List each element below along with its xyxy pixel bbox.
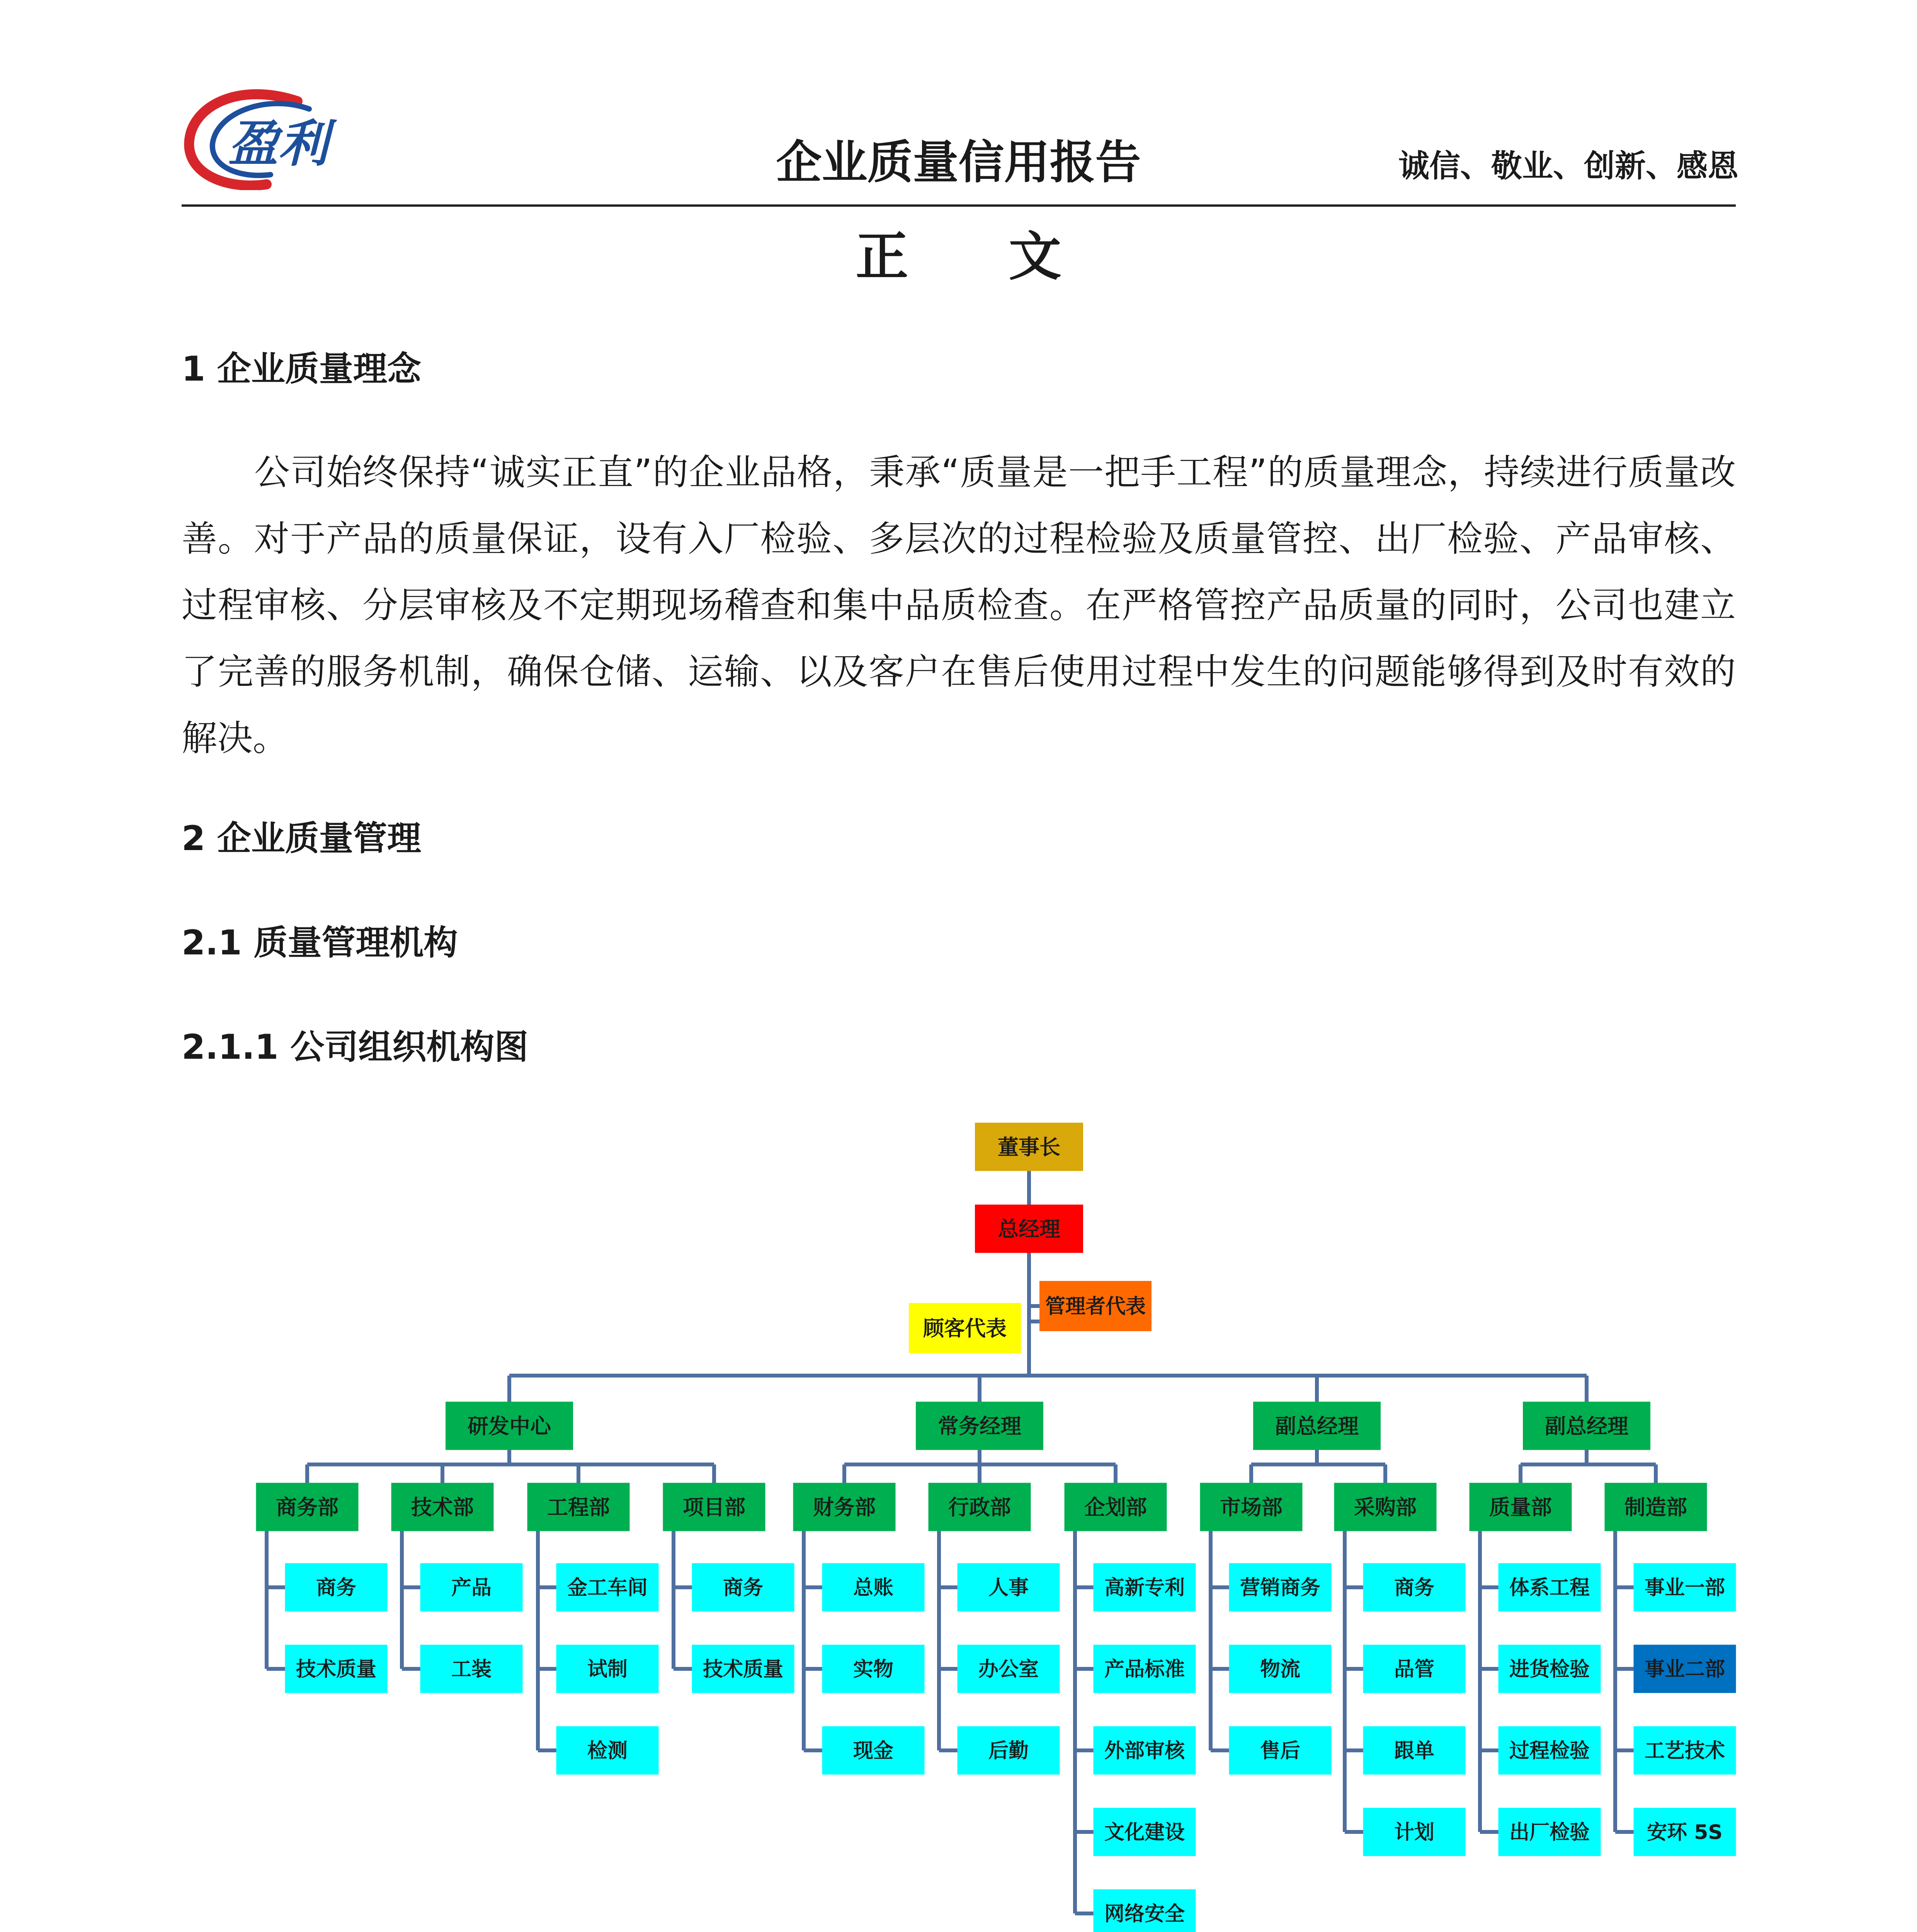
section-1-heading: 1 企业质量理念	[182, 349, 421, 389]
org-node-unit-2-3-2-label: 产品标准	[1104, 1658, 1185, 1681]
org-node-center-2	[916, 1402, 1043, 1450]
org-node-unit-1-3-1-label: 金工车间	[567, 1576, 648, 1600]
company-motto: 诚信、敬业、创新、感恩	[1398, 148, 1738, 184]
org-node-dept-1-2-label: 技术部	[411, 1495, 474, 1520]
org-node-unit-3-2-1	[1363, 1563, 1466, 1612]
org-node-unit-1-3-2-label: 试制	[587, 1658, 628, 1681]
org-node-unit-2-2-2	[958, 1645, 1060, 1693]
org-node-unit-2-2-3	[958, 1726, 1060, 1775]
org-node-chairman	[975, 1123, 1083, 1171]
org-node-center-4-label: 副总经理	[1545, 1414, 1628, 1439]
org-node-unit-3-1-3-label: 售后	[1260, 1739, 1301, 1763]
org-node-dept-1-3-label: 工程部	[547, 1495, 610, 1520]
org-node-unit-4-2-2-label: 事业二部	[1644, 1658, 1725, 1681]
org-node-unit-1-3-3	[556, 1726, 659, 1775]
org-node-unit-3-1-3	[1229, 1726, 1332, 1775]
svg-text:盈利: 盈利	[228, 114, 329, 173]
org-node-unit-2-1-2-label: 实物	[853, 1658, 894, 1681]
org-node-unit-1-1-1-label: 商务	[316, 1576, 357, 1600]
page-title: 正文	[856, 226, 1162, 287]
org-node-unit-4-1-3-label: 过程检验	[1509, 1739, 1590, 1763]
org-node-unit-3-1-1	[1229, 1563, 1332, 1612]
org-node-unit-4-2-3-label: 工艺技术	[1644, 1739, 1725, 1763]
org-node-unit-3-2-3-label: 跟单	[1394, 1739, 1435, 1763]
org-node-unit-1-2-2	[420, 1645, 523, 1693]
org-node-center-1-label: 研发中心	[468, 1414, 551, 1439]
org-node-unit-2-3-1-label: 高新专利	[1104, 1576, 1185, 1600]
org-node-center-1	[446, 1402, 573, 1450]
org-node-center-2-label: 常务经理	[938, 1414, 1021, 1439]
org-node-unit-2-3-3	[1094, 1726, 1196, 1775]
org-node-center-4	[1523, 1402, 1650, 1450]
org-node-unit-4-1-2	[1499, 1645, 1601, 1693]
org-node-unit-1-2-1	[420, 1563, 523, 1612]
org-node-unit-4-1-1	[1499, 1563, 1601, 1612]
org-node-unit-2-1-3	[822, 1726, 925, 1775]
org-node-unit-1-2-1-label: 产品	[451, 1576, 492, 1600]
org-node-unit-2-1-2	[822, 1645, 925, 1693]
org-node-unit-4-1-4-label: 出厂检验	[1509, 1821, 1590, 1844]
org-node-unit-1-1-2-label: 技术质量	[296, 1658, 377, 1681]
org-node-unit-1-3-3-label: 检测	[587, 1739, 628, 1763]
org-node-unit-1-3-1	[556, 1563, 659, 1612]
org-node-unit-2-3-4	[1094, 1808, 1196, 1856]
org-node-unit-2-1-3-label: 现金	[853, 1739, 894, 1763]
org-node-customer-rep-label: 顾客代表	[923, 1316, 1007, 1341]
org-node-dept-1-3	[527, 1483, 630, 1531]
org-node-unit-3-2-2-label: 品管	[1394, 1658, 1435, 1681]
org-node-unit-3-2-1-label: 商务	[1394, 1576, 1435, 1600]
org-node-unit-2-2-3-label: 后勤	[988, 1739, 1029, 1763]
org-node-unit-2-3-5	[1094, 1889, 1196, 1932]
org-node-dept-3-1	[1200, 1483, 1303, 1531]
org-node-dept-1-1	[256, 1483, 359, 1531]
org-node-unit-4-2-2	[1634, 1645, 1736, 1693]
org-node-dept-2-1	[793, 1483, 896, 1531]
org-node-dept-1-4-label: 项目部	[683, 1495, 745, 1520]
org-node-unit-2-3-3-label: 外部审核	[1104, 1739, 1185, 1763]
org-node-dept-3-1-label: 市场部	[1220, 1495, 1283, 1520]
org-node-unit-4-2-4-label: 安环 5S	[1647, 1821, 1723, 1844]
org-node-unit-2-3-5-label: 网络安全	[1104, 1902, 1185, 1926]
org-node-unit-3-1-2	[1229, 1645, 1332, 1693]
section-2-heading: 2 企业质量管理	[182, 818, 421, 858]
org-node-mgmt-rep-label: 管理者代表	[1045, 1295, 1146, 1318]
org-node-unit-2-3-4-label: 文化建设	[1104, 1821, 1185, 1844]
org-node-unit-1-4-2	[692, 1645, 794, 1693]
org-node-unit-3-2-2	[1363, 1645, 1466, 1693]
report-title: 企业质量信用报告	[776, 136, 1141, 189]
org-node-unit-1-3-2	[556, 1645, 659, 1693]
org-node-dept-4-2	[1605, 1483, 1707, 1531]
org-node-chairman-label: 董事长	[998, 1135, 1060, 1160]
org-node-dept-4-2-label: 制造部	[1624, 1495, 1687, 1520]
org-node-dept-4-1-label: 质量部	[1489, 1495, 1552, 1520]
org-node-customer-rep	[909, 1303, 1021, 1353]
org-node-unit-2-3-2	[1094, 1645, 1196, 1693]
org-node-unit-1-1-1	[285, 1563, 388, 1612]
org-node-unit-1-1-2	[285, 1645, 388, 1693]
org-node-unit-2-2-2-label: 办公室	[978, 1658, 1039, 1681]
org-node-general-manager-label: 总经理	[998, 1217, 1060, 1242]
org-node-unit-1-4-1-label: 商务	[723, 1576, 764, 1600]
org-node-unit-1-2-2-label: 工装	[451, 1658, 492, 1681]
org-node-unit-3-2-4	[1363, 1808, 1466, 1856]
org-node-dept-2-3-label: 企划部	[1084, 1495, 1147, 1520]
org-node-dept-3-2-label: 采购部	[1354, 1495, 1417, 1520]
org-node-unit-3-2-3	[1363, 1726, 1466, 1775]
org-node-unit-2-1-1	[822, 1563, 925, 1612]
org-node-unit-3-1-2-label: 物流	[1260, 1658, 1301, 1681]
org-node-dept-1-1-label: 商务部	[276, 1495, 338, 1520]
org-node-dept-1-2	[391, 1483, 494, 1531]
org-node-unit-2-2-1	[958, 1563, 1060, 1612]
org-node-dept-2-2	[929, 1483, 1031, 1531]
org-node-dept-2-2-label: 行政部	[948, 1495, 1011, 1520]
org-node-dept-1-4	[663, 1483, 765, 1531]
org-node-center-3	[1253, 1402, 1381, 1450]
org-node-dept-2-1-label: 财务部	[813, 1495, 876, 1520]
org-node-unit-4-1-3	[1499, 1726, 1601, 1775]
org-node-unit-4-1-1-label: 体系工程	[1509, 1576, 1590, 1600]
org-node-dept-3-2	[1334, 1483, 1437, 1531]
section-2-1-1-heading: 2.1.1 公司组织机构图	[182, 1027, 529, 1067]
org-node-unit-2-3-1	[1094, 1563, 1196, 1612]
org-node-unit-1-4-1	[692, 1563, 794, 1612]
org-node-unit-3-1-1-label: 营销商务	[1240, 1576, 1321, 1600]
org-node-unit-1-4-2-label: 技术质量	[703, 1658, 784, 1681]
section-1-paragraph: 公司始终保持“诚实正直”的企业品格，秉承“质量是一把手工程”的质量理念，持续进行质量改善。对于产品的质量保证，设有入厂检验、多层次的过程检验及质量管控、出厂检验、产品审核、过程审核、分层审核及不定期现场稽查和集中品质检查。在严格管控产品质量的同时，公司也建立了完善的服务机制，确保仓储、运输、以及客户在售后使用过程中发生的问题能够得到及时有效的解决。	[182, 452, 1736, 759]
org-node-unit-2-2-1-label: 人事	[988, 1576, 1029, 1600]
org-node-unit-4-1-2-label: 进货检验	[1509, 1658, 1590, 1681]
org-node-unit-4-2-1	[1634, 1563, 1736, 1612]
org-node-unit-4-2-4	[1634, 1808, 1736, 1856]
org-node-unit-4-1-4	[1499, 1808, 1601, 1856]
org-node-unit-2-1-1-label: 总账	[853, 1576, 894, 1600]
org-node-dept-2-3	[1065, 1483, 1167, 1531]
org-node-unit-4-2-1-label: 事业一部	[1644, 1576, 1725, 1600]
org-node-general-manager	[975, 1205, 1083, 1253]
org-node-mgmt-rep	[1039, 1281, 1152, 1331]
org-node-center-3-label: 副总经理	[1275, 1414, 1359, 1439]
org-node-unit-4-2-3	[1634, 1726, 1736, 1775]
org-node-unit-3-2-4-label: 计划	[1394, 1821, 1435, 1844]
section-2-1-heading: 2.1 质量管理机构	[182, 923, 458, 963]
org-node-dept-4-1	[1470, 1483, 1572, 1531]
